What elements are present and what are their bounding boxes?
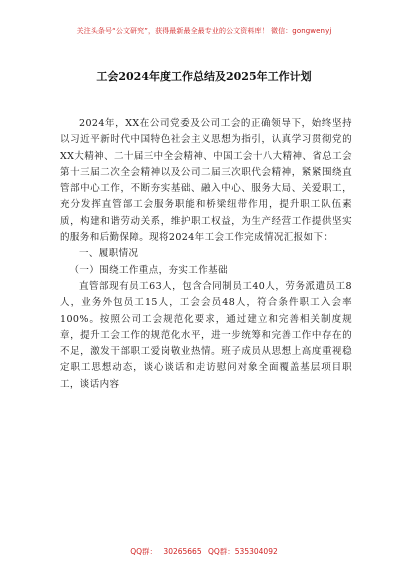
intro-paragraph: 2024年，XX在公司党委及公司工会的正确领导下，始终坚持以习近平新时代中国特色社会主义思想为指引，认真学习贯彻党的XX大精神、二十届三中全会精神、中国工会十八大精神、省总工会第十三届二次全会精神以及公司二届三次职代会精神，紧紧围绕直管部中心工作，不断夯实基础、融入中心、服务大局、关爱职工，充分发挥直管部工会服务职能和桥梁纽带作用，提升职工队伍素质，构建和谐劳动关系，维护职工权益，为生产经营工作提供坚实的服务和后勤保障。现将2024年工会工作完成情况汇报如下： — [60, 118, 352, 244]
section-heading: 一、履职情况 — [79, 248, 139, 260]
document-body — [60, 116, 352, 393]
header-banner: 关注头条号“公文研究”，获得最新最全最专业的公文资料库！ 微信：gongwenyj — [76, 27, 332, 35]
subsection-heading: （一）围绕工作重点，夯实工作基础 — [69, 264, 228, 276]
footer-contact: QQ群： 30265665 QQ群：535304092 — [130, 547, 278, 556]
document-title: 工会2024年度工作总结及2025年工作计划 — [96, 70, 312, 83]
body-paragraph: 直管部现有员工63人，包含合同制员工40人，劳务派遣员工8人，业务外包员工15人，工会会员48人，符合条件职工入会率100%。按照公司工会规范化要求，通过建立和完善相关制度规章，提升工会工作的规范化水平，进一步统筹和完善工作中存在的不足，激发干部职工爱岗敬业热情。班子成员从思想上高度重视稳定职工思想动态，谈心谈话和走访慰问对象全面覆盖基层项目职工，谈话内容 — [60, 280, 352, 390]
